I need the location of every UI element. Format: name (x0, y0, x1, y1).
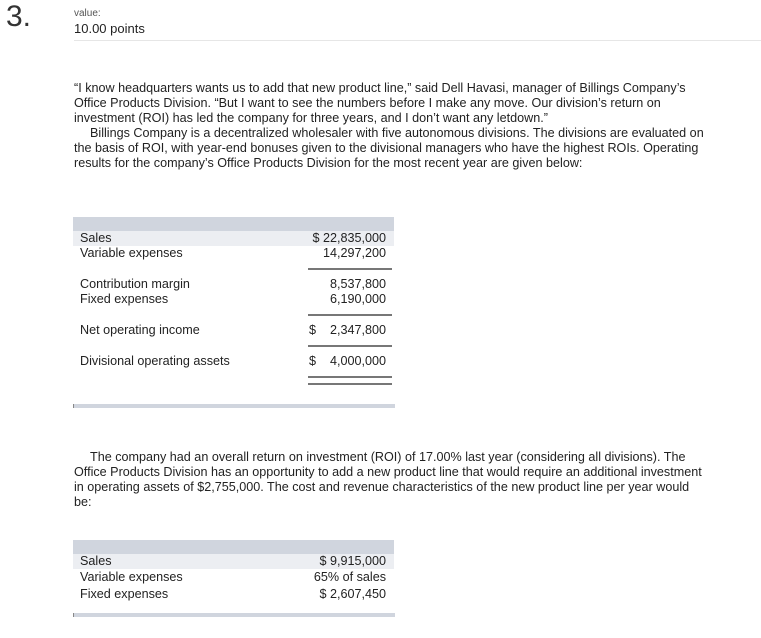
variable-expenses-value: 14,297,200 (322, 246, 386, 260)
new-product-text: The company had an overall return on investment (ROI) of 17.00% last year (considering all divisions). The Office Products Division has an opportunity to add a new product line that would require an additional investment in operating assets of $2,755,000. The cost and revenue characteristics of the new product line per year would be: (74, 450, 702, 509)
new-sales-value: $ 9,915,000 (319, 554, 386, 568)
question-number: 3. (6, 0, 32, 33)
net-operating-income-label: Net operating income (80, 323, 200, 337)
table-row (73, 246, 394, 261)
table-row (73, 292, 394, 307)
table-row (73, 570, 394, 585)
contribution-margin-label: Contribution margin (80, 277, 190, 291)
new-fixed-expenses-value: $ 2,607,450 (319, 587, 386, 601)
sum-line (308, 268, 392, 270)
new-product-paragraph (74, 450, 704, 510)
new-variable-expenses-value: 65% of sales (313, 570, 386, 584)
new-fixed-expenses-label: Fixed expenses (80, 587, 169, 601)
table-header-band (73, 217, 394, 231)
table-row (73, 231, 394, 246)
division-results-table (73, 217, 394, 412)
table-row (73, 354, 394, 369)
sales-value: $ 22,835,000 (312, 231, 386, 245)
operating-assets-label: Divisional operating assets (80, 354, 230, 368)
operating-assets-dollar: $ (309, 354, 317, 368)
sum-line (308, 314, 392, 316)
table-row (73, 554, 394, 569)
header-divider (74, 40, 761, 41)
sum-line (308, 345, 392, 347)
fixed-expenses-label: Fixed expenses (80, 292, 169, 306)
intro-text-2: Billings Company is a decentralized wholesaler with five autonomous divisions. The divisions are evaluated on the basis of ROI, with year-end bonuses given to the divisional managers who have the highest ROIs. Operating results for the company’s Office Products Division for the most recent year are given below: (74, 126, 704, 170)
points-value: 10.00 points (74, 21, 145, 36)
double-underline (308, 383, 392, 385)
value-label: value: (74, 8, 101, 19)
intro-paragraph (74, 81, 704, 171)
net-operating-income-dollar: $ (309, 323, 317, 337)
contribution-margin-value: 8,537,800 (329, 277, 386, 291)
fixed-expenses-value: 6,190,000 (329, 292, 386, 306)
table-row (73, 277, 394, 292)
variable-expenses-label: Variable expenses (80, 246, 183, 260)
net-operating-income-value: 2,347,800 (329, 323, 386, 337)
table-row (73, 323, 394, 338)
table-footer-band (73, 404, 395, 408)
table-footer-band (73, 613, 395, 617)
double-underline (308, 376, 392, 378)
new-product-table (73, 540, 394, 620)
table-header-band (73, 540, 394, 554)
table-row (73, 587, 394, 602)
new-sales-label: Sales (80, 554, 112, 568)
new-variable-expenses-label: Variable expenses (80, 570, 183, 584)
sales-label: Sales (80, 231, 112, 245)
intro-text-1: “I know headquarters wants us to add that new product line,” said Dell Havasi, manager of Billings Company’s Office Products Division. “But I want to see the numbers before I make any move. Our division’s return on investment (ROI) has led the company for three years, and I don’t want any letdown.” (74, 81, 686, 125)
operating-assets-value: 4,000,000 (329, 354, 386, 368)
